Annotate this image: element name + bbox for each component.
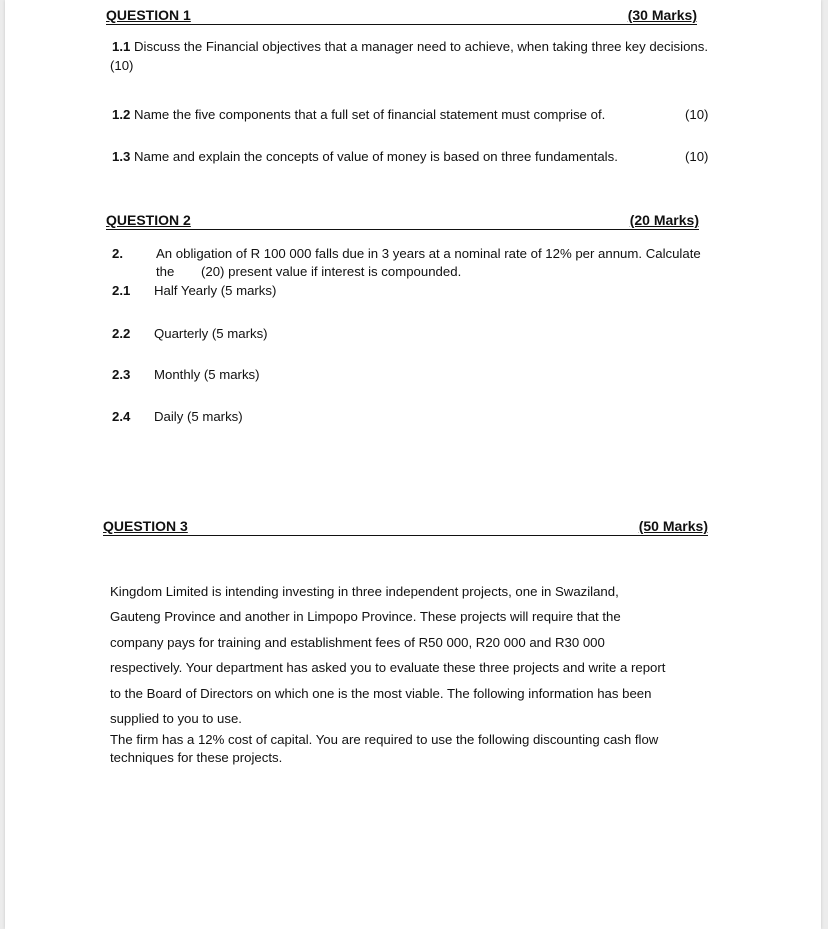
item-1-1-number: 1.1: [112, 39, 131, 54]
item-1-2-marks: (10): [685, 107, 709, 122]
item-2-2-text: Quarterly (5 marks): [154, 326, 268, 341]
item-1-2-text: Name the five components that a full set of financial statement must comprise of.: [134, 107, 606, 122]
item-1-3: [112, 148, 618, 166]
paragraph-1-line: supplied to you to use.: [110, 711, 242, 727]
paragraph-1-line: to the Board of Directors on which one is the most viable. The following information has been: [110, 685, 652, 701]
item-2-1-text: Half Yearly (5 marks): [154, 283, 277, 298]
item-1-3-marks: (10): [685, 149, 709, 164]
question-2-marks: (20 Marks): [629, 212, 699, 228]
question-2-heading: [106, 212, 699, 230]
question-2-intro-line-2b: (20) present value if interest is compounded.: [201, 264, 462, 279]
item-1-1-marks: (10): [110, 58, 134, 73]
question-3-marks: (50 Marks): [638, 518, 708, 534]
question-1-title: QUESTION 1: [106, 7, 191, 23]
question-2-intro-line-1: An obligation of R 100 000 falls due in 3 years at a nominal rate of 12% per annum. Calculate: [156, 246, 701, 261]
document-page: [5, 0, 821, 929]
question-2-intro-number: 2.: [112, 246, 123, 261]
item-1-2: [112, 106, 605, 124]
question-3-title: QUESTION 3: [103, 518, 188, 534]
item-2-3-text: Monthly (5 marks): [154, 367, 260, 382]
item-1-3-text: Name and explain the concepts of value of money is based on three fundamentals.: [134, 149, 618, 164]
item-2-3-number: 2.3: [112, 367, 131, 382]
item-2-1-number: 2.1: [112, 283, 131, 298]
paragraph-2-line: techniques for these projects.: [110, 750, 283, 765]
item-1-2-number: 1.2: [112, 107, 131, 122]
item-2-2-number: 2.2: [112, 326, 131, 341]
paragraph-1-line: Gauteng Province and another in Limpopo Province. These projects will require that the: [110, 609, 621, 625]
question-1-heading: [106, 7, 697, 25]
question-1-marks: (30 Marks): [627, 7, 697, 23]
paragraph-1-line: Kingdom Limited is intending investing in three independent projects, one in Swaziland,: [110, 584, 619, 599]
paragraph-2-line: The firm has a 12% cost of capital. You are required to use the following discounting cash flow: [110, 732, 659, 747]
paragraph-1-line: company pays for training and establishment fees of R50 000, R20 000 and R30 000: [110, 634, 605, 650]
question-3-paragraph-2: [110, 731, 710, 767]
item-2-4-number: 2.4: [112, 409, 131, 424]
question-3-heading: [103, 518, 708, 536]
item-1-1: [112, 38, 708, 56]
item-1-1-text: Discuss the Financial objectives that a manager need to achieve, when taking three key decisions.: [134, 39, 708, 54]
question-2-title: QUESTION 2: [106, 212, 191, 228]
item-2-4-text: Daily (5 marks): [154, 409, 243, 424]
paragraph-1-line: respectively. Your department has asked you to evaluate these three projects and write a report: [110, 660, 666, 676]
question-2-intro-line-2a: the: [156, 264, 175, 279]
question-3-paragraph-1: [110, 579, 710, 731]
item-1-3-number: 1.3: [112, 149, 131, 164]
